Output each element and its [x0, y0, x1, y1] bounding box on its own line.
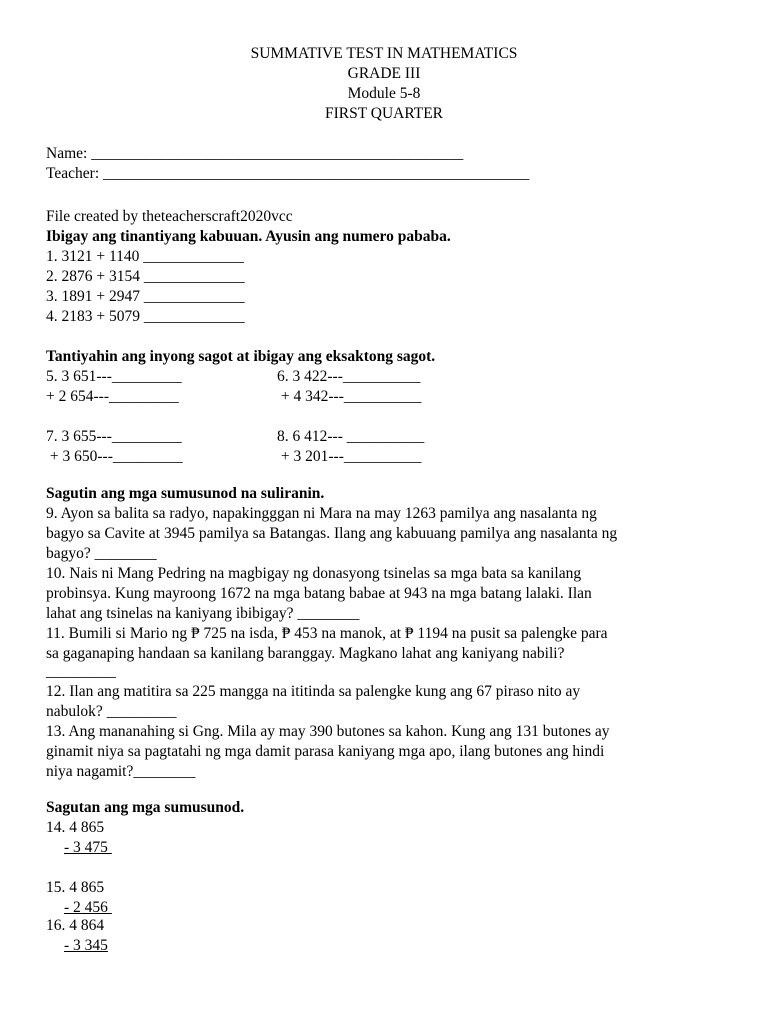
question-8-line1: 8. 6 412--- __________	[277, 428, 425, 445]
word-problem-line: lahat ang tsinelas na kaniyang ibibigay? ________	[46, 605, 360, 622]
question-16-line2: - 3 345	[64, 937, 108, 954]
word-problem-line: ginamit niya sa pagtatahi ng mga damit parasa kaniyang mga apo, ilang butones ang hindi	[46, 743, 605, 760]
question-4: 4. 2183 + 5079 _____________	[46, 308, 245, 325]
question-7-line1: 7. 3 655---_________	[46, 428, 182, 445]
section2-instruction: Tantiyahin ang inyong sagot at ibigay ang eksaktong sagot.	[46, 348, 436, 365]
section1-instruction: Ibigay ang tinantiyang kabuuan. Ayusin ang numero pababa.	[46, 228, 451, 245]
word-problem-line: 11. Bumili si Mario ng ₱ 725 na isda, ₱ 453 na manok, at ₱ 1194 na pusit sa palengke para	[46, 625, 608, 642]
question-14-line2: - 3 475	[64, 839, 112, 856]
question-8-line2: + 3 201---__________	[277, 448, 422, 465]
word-problem-line: nabulok? _________	[46, 703, 177, 720]
question-1: 1. 3121 + 1140 _____________	[46, 248, 245, 265]
question-15-line2: - 2 456	[64, 899, 112, 916]
quarter-label: FIRST QUARTER	[324, 105, 444, 122]
word-problem-line: probinsya. Kung mayroong 1672 na mga batang babae at 943 na mga batang lalaki. Ilan	[46, 585, 592, 602]
word-problem-line: 9. Ayon sa balita sa radyo, napakingggan ni Mara na may 1263 pamilya ang nasalanta ng	[46, 505, 597, 522]
grade-level: GRADE III	[347, 65, 421, 82]
word-problem-line: bagyo? ________	[46, 545, 157, 562]
name-field: Name: ________________________________________________	[46, 145, 464, 162]
teacher-field: Teacher: _______________________________________________________	[46, 165, 530, 182]
section3-instruction: Sagutin ang mga sumusunod na suliranin.	[46, 485, 325, 502]
question-3: 3. 1891 + 2947 _____________	[46, 288, 245, 305]
question-14-line1: 14. 4 865	[46, 819, 105, 836]
word-problem-line: bagyo sa Cavite at 3945 pamilya sa Batangas. Ilang ang kabuuang pamilya ang nasalanta ng	[46, 525, 618, 542]
section4-instruction: Sagutan ang mga sumusunod.	[46, 799, 245, 816]
word-problem-line: 13. Ang mananahing si Gng. Mila ay may 390 butones sa kahon. Kung ang 131 butones ay	[46, 723, 610, 740]
document-title: SUMMATIVE TEST IN MATHEMATICS	[250, 45, 518, 62]
word-problem-line: niya nagamit?________	[46, 763, 196, 780]
question-2: 2. 2876 + 3154 _____________	[46, 268, 245, 285]
question-6-line1: 6. 3 422---__________	[277, 368, 421, 385]
question-6-line2: + 4 342---__________	[277, 388, 422, 405]
question-16-line1: 16. 4 864	[46, 917, 105, 934]
word-problem-line: sa gaganaping handaan sa kanilang baranggay. Magkano lahat ang kaniyang nabili?	[46, 645, 565, 662]
word-problem-line: 10. Nais ni Mang Pedring na magbigay ng donasyong tsinelas sa mga bata sa kanilang	[46, 565, 582, 582]
question-5-line2: + 2 654---_________	[46, 388, 179, 405]
word-problem-line: 12. Ilan ang matitira sa 225 mangga na ititinda sa palengke kung ang 67 piraso nito ay	[46, 683, 581, 700]
module-label: Module 5-8	[347, 85, 421, 102]
question-5-line1: 5. 3 651---_________	[46, 368, 182, 385]
file-credit: File created by theteacherscraft2020vcc	[46, 208, 293, 225]
question-7-line2: + 3 650---_________	[46, 448, 183, 465]
question-15-line1: 15. 4 865	[46, 879, 105, 896]
word-problem-line: _________	[46, 663, 116, 680]
